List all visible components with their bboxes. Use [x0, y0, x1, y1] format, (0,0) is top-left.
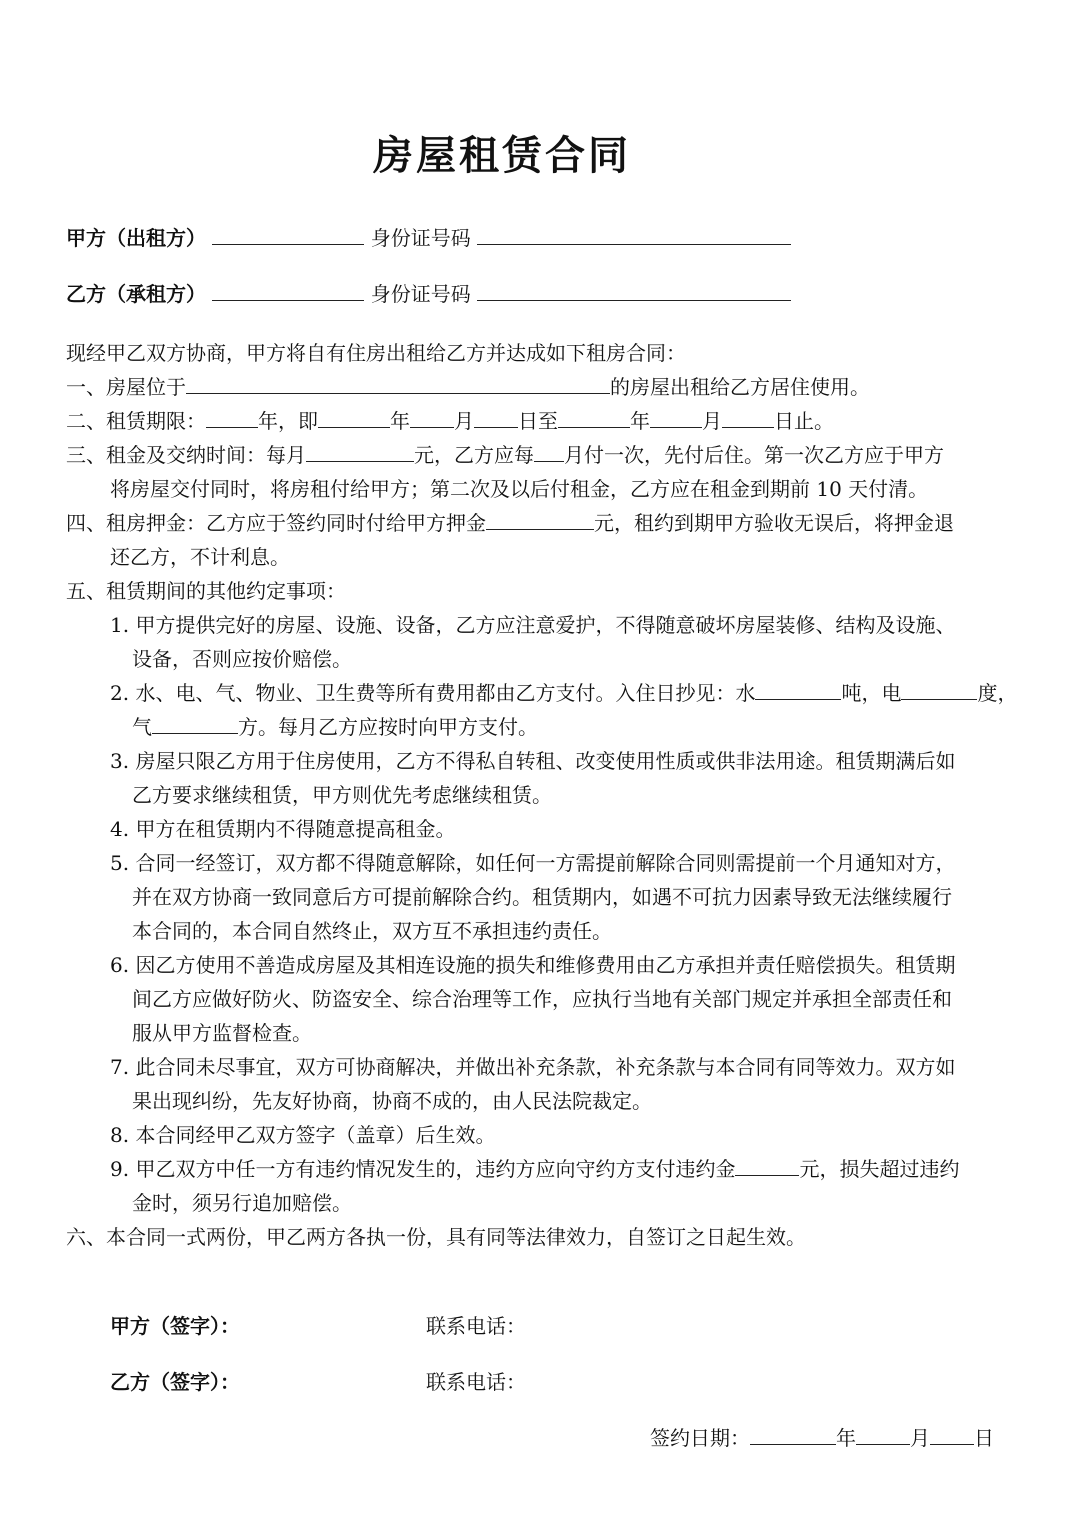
- signing-date: [650, 1422, 994, 1451]
- sub-2-text-b: 吨，电: [841, 681, 902, 705]
- sub-1-line-1: 1. 甲方提供完好的房屋、设施、设备，乙方应注意爱护，不得随意破坏房屋装修、结构及设施、: [110, 613, 956, 637]
- sub-2-line-2: [132, 710, 538, 745]
- penalty-blank: [735, 1155, 799, 1176]
- party-b-line: [66, 278, 791, 307]
- sign-month-blank: [856, 1424, 910, 1445]
- clause-2-text-c: 年: [390, 409, 410, 433]
- clause-2-text-b: 年，即: [258, 409, 318, 433]
- clause-3-text-b: 元，乙方应每: [414, 443, 534, 467]
- sub-3-line-2: 乙方要求继续租赁，甲方则优先考虑继续租赁。: [132, 783, 552, 807]
- sign-b-role: [110, 1366, 240, 1395]
- sub-9-text-a: 9. 甲乙双方中任一方有违约情况发生的，违约方应向守约方支付违约金: [110, 1157, 736, 1181]
- sub-9-line-1: [110, 1152, 959, 1187]
- sub-9-line-2: 金时，须另行追加赔偿。: [132, 1191, 352, 1215]
- sign-a-phone: 联系电话：: [426, 1314, 526, 1338]
- clause-3-text-a: 三、租金及交纳时间：每月: [66, 443, 306, 467]
- clause-3-line-2: 将房屋交付同时，将房租付给甲方；第二次及以后付租金，乙方应在租金到期前 10 天付清。: [110, 477, 929, 501]
- party-b-id-blank: [477, 280, 791, 301]
- water-reading-blank: [755, 679, 841, 700]
- clause-4-line-2: 还乙方，不计利息。: [110, 545, 290, 569]
- clause-2-text-d: 月: [454, 409, 474, 433]
- start-year-blank: [318, 407, 390, 428]
- sub-6-line-3: 服从甲方监督检查。: [132, 1021, 312, 1045]
- party-a-line: [66, 222, 791, 251]
- clause-3-text-c: 月付一次，先付后住。第一次乙方应于甲方: [564, 443, 944, 467]
- sign-a-role: [110, 1310, 240, 1339]
- end-month-blank: [650, 407, 702, 428]
- clause-2-text-e: 日至: [518, 409, 558, 433]
- party-a-id-label: 身份证号码: [370, 226, 471, 250]
- party-b-name-blank: [212, 280, 364, 301]
- sub-1-line-2: 设备，否则应按价赔偿。: [132, 647, 352, 671]
- sub-2-text-c: 度，: [977, 681, 1018, 705]
- clause-1: [66, 370, 870, 405]
- clause-1-text-a: 一、房屋位于: [66, 375, 186, 399]
- sign-b-role-text: 乙方（签字）：: [110, 1370, 240, 1394]
- sub-4-line-1: 4. 甲方在租赁期内不得随意提高租金。: [110, 817, 456, 841]
- end-year-blank: [558, 407, 630, 428]
- sign-month-text: 月: [910, 1426, 930, 1450]
- clause-2-text-g: 月: [702, 409, 722, 433]
- party-b-role: 乙方（承租方）: [66, 282, 206, 306]
- end-day-blank: [722, 407, 774, 428]
- clause-1-text-b: 的房屋出租给乙方居住使用。: [610, 375, 870, 399]
- clause-2-text-f: 年: [630, 409, 650, 433]
- party-a-name-blank: [212, 224, 364, 245]
- sub-2-line-1: [110, 676, 1017, 711]
- sign-day-blank: [930, 1424, 974, 1445]
- clause-6: 六、本合同一式两份，甲乙两方各执一份，具有同等法律效力，自签订之日起生效。: [66, 1225, 806, 1249]
- gas-reading-blank: [152, 713, 238, 734]
- start-month-blank: [410, 407, 454, 428]
- sub-8-line-1: 8. 本合同经甲乙双方签字（盖章）后生效。: [110, 1123, 496, 1147]
- sign-year-text: 年: [836, 1426, 856, 1450]
- deposit-blank: [486, 509, 594, 530]
- clause-3-line-1: [66, 438, 944, 473]
- intro-line: 现经甲乙双方协商，甲方将自有住房出租给乙方并达成如下租房合同：: [66, 341, 686, 365]
- clause-4-text-a: 四、租房押金：乙方应于签约同时付给甲方押金: [66, 511, 486, 535]
- sign-year-blank: [750, 1424, 836, 1445]
- sub-5-line-2: 并在双方协商一致同意后方可提前解除合约。租赁期内，如遇不可抗力因素导致无法继续履行: [132, 885, 952, 909]
- party-a-role: 甲方（出租方）: [66, 226, 206, 250]
- term-years-blank: [206, 407, 258, 428]
- clause-4-text-b: 元，租约到期甲方验收无误后，将押金退: [594, 511, 954, 535]
- sign-day-text: 日: [974, 1426, 994, 1450]
- pay-cycle-blank: [534, 441, 564, 462]
- sub-6-line-1: 6. 因乙方使用不善造成房屋及其相连设施的损失和维修费用由乙方承担并责任赔偿损失。租赁期: [110, 953, 956, 977]
- clause-2-text-a: 二、租赁期限：: [66, 409, 206, 433]
- monthly-rent-blank: [306, 441, 414, 462]
- document-title: 房屋租赁合同: [373, 133, 631, 179]
- sub-9-text-b: 元，损失超过违约: [799, 1157, 960, 1181]
- signing-date-label: 签约日期：: [650, 1426, 750, 1450]
- sub-7-line-2: 果出现纠纷，先友好协商，协商不成的，由人民法院裁定。: [132, 1089, 652, 1113]
- address-blank: [186, 373, 610, 394]
- sign-b-phone: 联系电话：: [426, 1370, 526, 1394]
- sub-7-line-1: 7. 此合同未尽事宜，双方可协商解决，并做出补充条款，补充条款与本合同有同等效力。双方如: [110, 1055, 956, 1079]
- clause-5-heading: 五、租赁期间的其他约定事项：: [66, 579, 346, 603]
- party-b-id-label: 身份证号码: [370, 282, 471, 306]
- sub-5-line-3: 本合同的，本合同自然终止，双方互不承担违约责任。: [132, 919, 612, 943]
- sub-2-text-a: 2. 水、电、气、物业、卫生费等所有费用都由乙方支付。入住日抄见：水: [110, 681, 756, 705]
- clause-2: [66, 404, 834, 439]
- sub-3-line-1: 3. 房屋只限乙方用于住房使用，乙方不得私自转租、改变使用性质或供非法用途。租赁期满后如: [110, 749, 956, 773]
- sub-2-text-d: 气: [132, 715, 152, 739]
- sub-2-text-e: 方。每月乙方应按时向甲方支付。: [238, 715, 538, 739]
- clause-2-text-h: 日止。: [774, 409, 834, 433]
- sub-5-line-1: 5. 合同一经签订，双方都不得随意解除，如任何一方需提前解除合同则需提前一个月通知对方，: [110, 851, 956, 875]
- clause-4-line-1: [66, 506, 954, 541]
- electric-reading-blank: [901, 679, 977, 700]
- sign-a-role-text: 甲方（签字）：: [110, 1314, 240, 1338]
- party-a-id-blank: [477, 224, 791, 245]
- sub-6-line-2: 间乙方应做好防火、防盗安全、综合治理等工作，应执行当地有关部门规定并承担全部责任和: [132, 987, 952, 1011]
- start-day-blank: [474, 407, 518, 428]
